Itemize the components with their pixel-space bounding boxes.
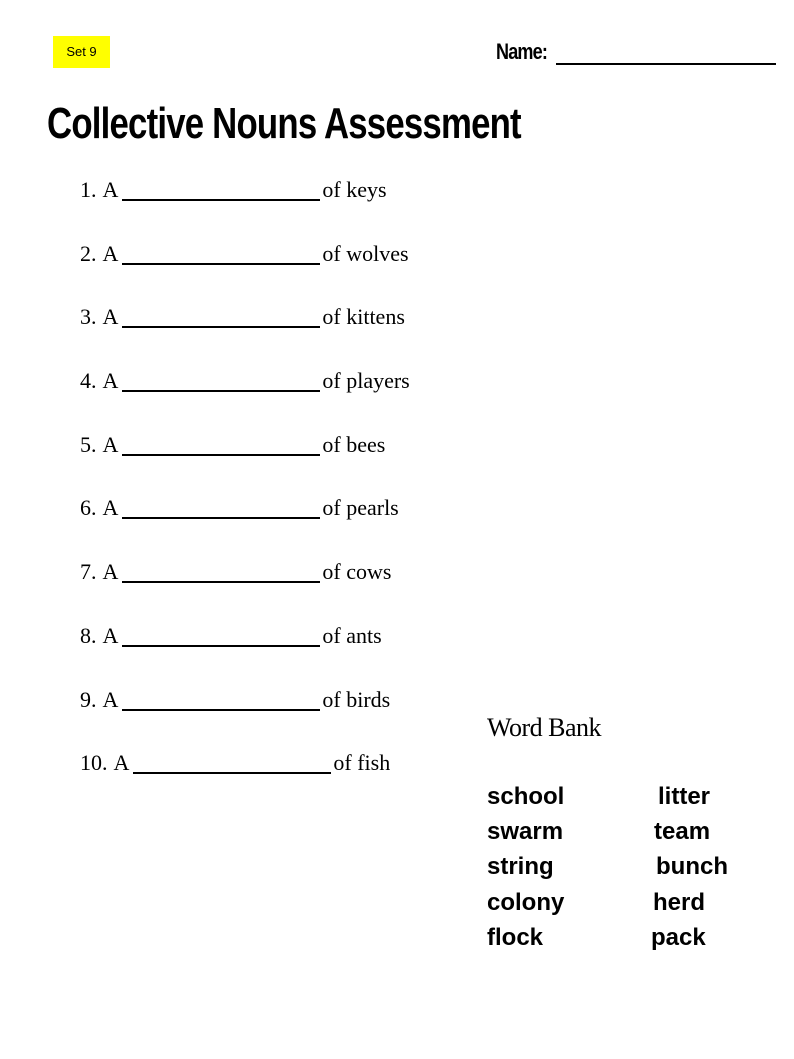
answer-blank[interactable]: [122, 620, 320, 647]
question-noun: of cows: [322, 559, 392, 585]
word-bank-word: string: [487, 853, 554, 880]
question-item: [80, 747, 410, 811]
question-noun: of kittens: [322, 304, 405, 330]
question-number: 9.: [80, 686, 97, 712]
question-article: A: [113, 750, 130, 776]
page-title: Collective Nouns Assessment: [47, 99, 521, 148]
question-noun: of players: [322, 368, 410, 394]
question-noun: of bees: [322, 431, 386, 457]
question-item: [80, 365, 410, 429]
name-blank-line[interactable]: [556, 63, 776, 65]
question-noun: of birds: [322, 686, 391, 712]
word-bank-grid: [487, 782, 767, 962]
question-number: 4.: [80, 368, 97, 394]
question-item: [80, 429, 410, 493]
question-item: [80, 684, 410, 748]
name-area: [496, 38, 778, 70]
question-article: A: [102, 177, 119, 202]
question-noun: of pearls: [322, 495, 399, 521]
word-bank-word: pack: [651, 924, 706, 951]
question-number: 1.: [80, 177, 97, 202]
question-item: [80, 301, 410, 365]
question-number: 7.: [80, 559, 97, 585]
word-bank-title: Word Bank: [487, 713, 601, 742]
question-article: A: [102, 686, 119, 712]
question-noun: of fish: [333, 750, 391, 776]
question-article: A: [102, 240, 119, 266]
question-number: 8.: [80, 622, 97, 648]
answer-blank[interactable]: [122, 238, 320, 265]
question-item: [80, 238, 410, 302]
question-number: 10.: [80, 750, 108, 776]
question-noun: of keys: [322, 177, 387, 202]
question-article: A: [102, 559, 119, 585]
question-article: A: [102, 622, 119, 648]
answer-blank[interactable]: [122, 429, 320, 456]
answer-blank[interactable]: [122, 301, 320, 328]
word-bank-word: bunch: [656, 853, 728, 880]
word-bank-word: swarm: [487, 818, 564, 845]
word-bank-word: colony: [487, 889, 565, 916]
question-article: A: [102, 304, 119, 330]
answer-blank[interactable]: [122, 174, 320, 201]
question-article: A: [102, 495, 119, 521]
question-noun: of ants: [322, 622, 382, 648]
word-bank-word: team: [654, 818, 711, 845]
question-number: 6.: [80, 495, 97, 521]
answer-blank[interactable]: [122, 492, 320, 519]
word-bank: [487, 710, 767, 962]
question-item: [80, 556, 410, 620]
word-bank-word: herd: [653, 889, 706, 916]
question-article: A: [102, 431, 119, 457]
answer-blank[interactable]: [122, 684, 320, 711]
set-badge: Set 9: [53, 36, 110, 68]
word-bank-word: school: [487, 783, 565, 810]
question-noun: of wolves: [322, 240, 409, 266]
question-item: [80, 492, 410, 556]
word-bank-word: litter: [658, 783, 711, 810]
word-bank-word: flock: [487, 924, 544, 951]
question-item: [80, 174, 410, 238]
answer-blank[interactable]: [133, 747, 331, 774]
name-label: Name:: [496, 39, 548, 64]
question-number: 3.: [80, 304, 97, 330]
question-list: [80, 174, 410, 811]
answer-blank[interactable]: [122, 556, 320, 583]
question-item: [80, 620, 410, 684]
answer-blank[interactable]: [122, 365, 320, 392]
question-number: 5.: [80, 431, 97, 457]
question-article: A: [102, 368, 119, 394]
question-number: 2.: [80, 240, 97, 266]
